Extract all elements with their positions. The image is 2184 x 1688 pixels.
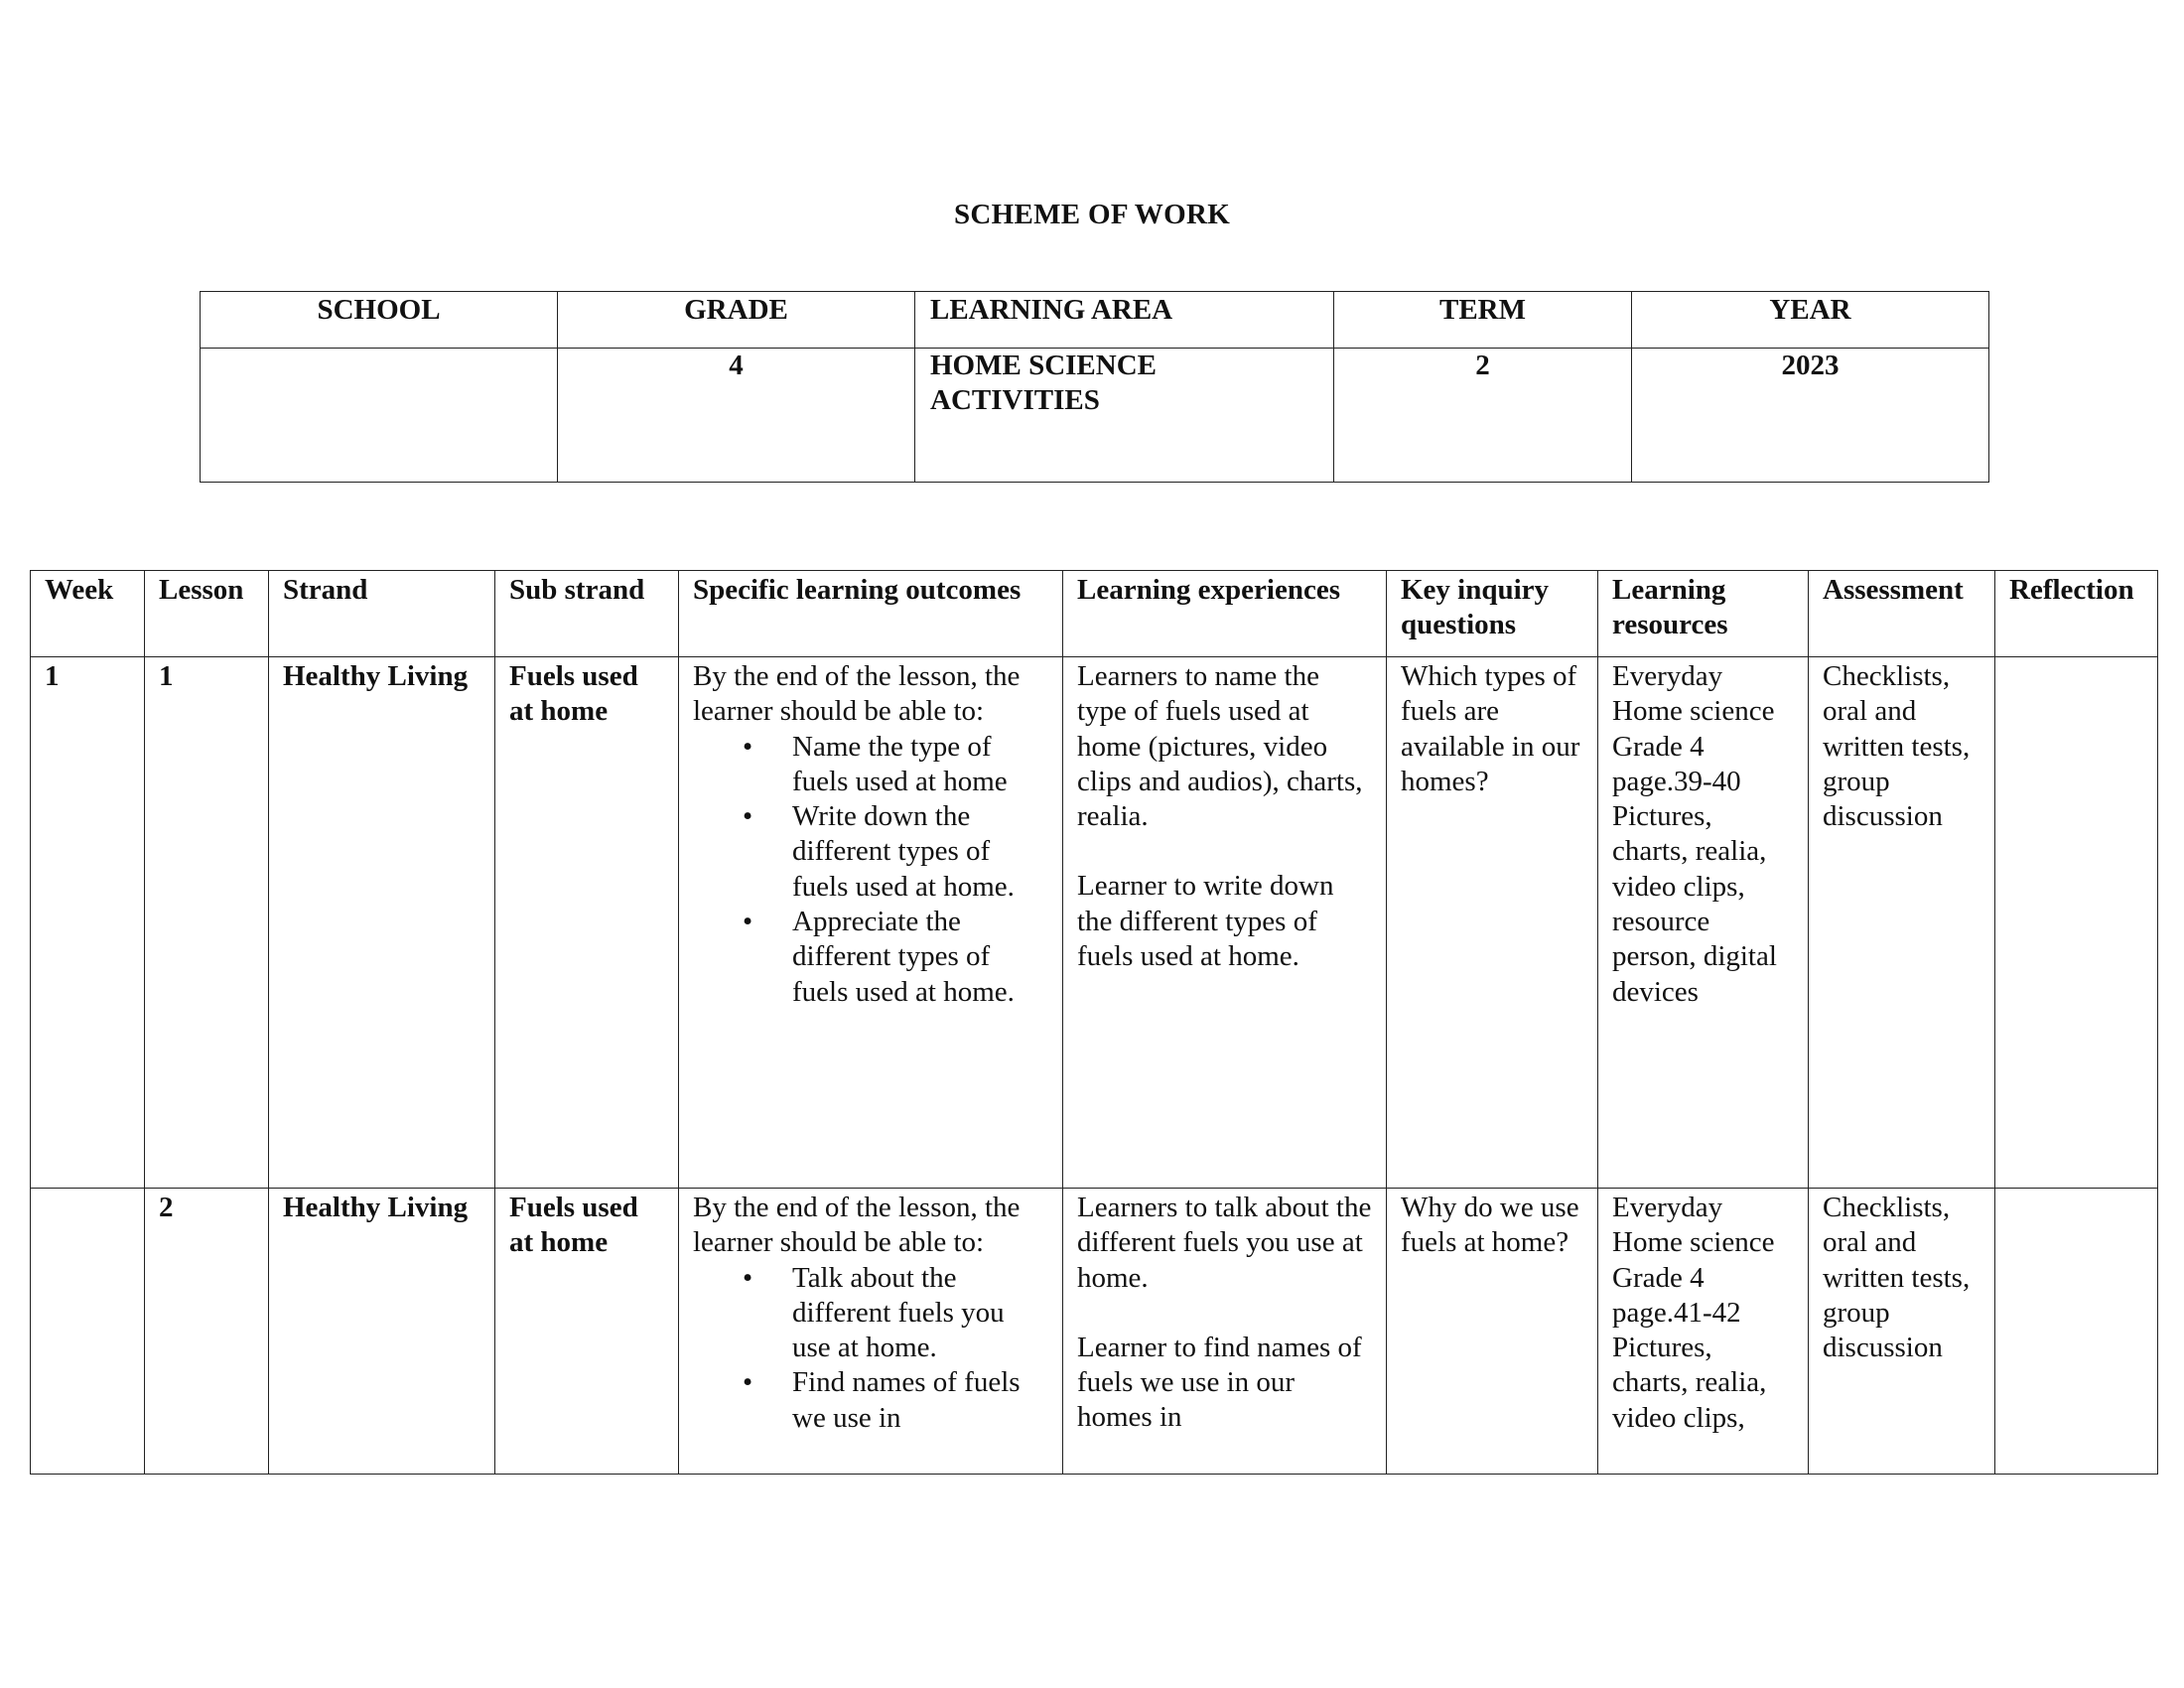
experience-paragraph: Learners to name the type of fuels used at home (pictures, video clips and audios), charts, realia.: [1077, 660, 1363, 833]
lesson-cell: 1: [145, 657, 269, 1189]
outcomes-list: [693, 1261, 1048, 1436]
outcome-item: • Name the type of fuels used at home: [792, 730, 1048, 800]
header-strand: Strand: [269, 571, 495, 657]
key-question-cell: Why do we use fuels at home?: [1387, 1189, 1598, 1475]
info-term-value: 2: [1334, 349, 1632, 483]
resources-cell: Everyday Home science Grade 4 page.39-40 Pictures, charts, realia, video clips, resource person, digital devices: [1598, 657, 1809, 1189]
week-cell: [31, 1189, 145, 1475]
experiences-cell: [1063, 1189, 1387, 1475]
outcome-item: • Write down the different types of fuels used at home.: [792, 799, 1048, 905]
info-header-grade: GRADE: [558, 292, 915, 349]
outcomes-cell: [679, 657, 1063, 1189]
header-lesson: Lesson: [145, 571, 269, 657]
outcome-item: • Find names of fuels we use in: [792, 1365, 1048, 1436]
resources-cell: Everyday Home science Grade 4 page.41-42 Pictures, charts, realia, video clips,: [1598, 1189, 1809, 1475]
week-cell: 1: [31, 657, 145, 1189]
info-grade-value: 4: [558, 349, 915, 483]
header-experiences: Learning experiences: [1063, 571, 1387, 657]
header-assessment: Assessment: [1809, 571, 1995, 657]
scheme-header-row: [31, 571, 2158, 657]
table-row: [31, 1189, 2158, 1475]
info-learning-area-value: HOME SCIENCE ACTIVITIES: [915, 349, 1334, 483]
header-outcomes: Specific learning outcomes: [679, 571, 1063, 657]
paragraph-gap: [1077, 1296, 1372, 1331]
outcomes-cell: [679, 1189, 1063, 1475]
info-value-row: [201, 349, 1989, 483]
experiences-cell: [1063, 657, 1387, 1189]
paragraph-gap: [1077, 834, 1372, 869]
header-week: Week: [31, 571, 145, 657]
assessment-cell: Checklists, oral and written tests, group discussion: [1809, 657, 1995, 1189]
info-header-learning-area: LEARNING AREA: [915, 292, 1334, 349]
sub-strand-cell: Fuels used at home: [495, 657, 679, 1189]
outcomes-list: [693, 730, 1048, 1010]
strand-cell: Healthy Living: [269, 1189, 495, 1475]
header-sub-strand: Sub strand: [495, 571, 679, 657]
info-year-value: 2023: [1632, 349, 1989, 483]
header-resources: Learning resources: [1598, 571, 1809, 657]
info-table: [200, 291, 1989, 483]
outcome-item: • Appreciate the different types of fuels used at home.: [792, 905, 1048, 1010]
scheme-table: [30, 570, 2158, 1475]
experience-paragraph: Learners to talk about the different fuels you use at home.: [1077, 1192, 1372, 1294]
key-question-cell: Which types of fuels are available in our homes?: [1387, 657, 1598, 1189]
outcomes-intro: By the end of the lesson, the learner should be able to:: [693, 1192, 1021, 1259]
experience-paragraph: Learner to write down the different types of fuels used at home.: [1077, 870, 1334, 973]
info-header-term: TERM: [1334, 292, 1632, 349]
info-header-school: SCHOOL: [201, 292, 558, 349]
reflection-cell: [1995, 1189, 2158, 1475]
info-header-year: YEAR: [1632, 292, 1989, 349]
strand-cell: Healthy Living: [269, 657, 495, 1189]
info-header-row: [201, 292, 1989, 349]
lesson-cell: 2: [145, 1189, 269, 1475]
table-row: [31, 657, 2158, 1189]
page-title: SCHEME OF WORK: [953, 199, 1231, 230]
assessment-cell: Checklists, oral and written tests, group discussion: [1809, 1189, 1995, 1475]
header-reflection: Reflection: [1995, 571, 2158, 657]
reflection-cell: [1995, 657, 2158, 1189]
outcome-item: • Talk about the different fuels you use at home.: [792, 1261, 1048, 1366]
sub-strand-cell: Fuels used at home: [495, 1189, 679, 1475]
experience-paragraph: Learner to find names of fuels we use in our homes in: [1077, 1331, 1362, 1434]
header-key-questions: Key inquiry questions: [1387, 571, 1598, 657]
info-school-value: [201, 349, 558, 483]
outcomes-intro: By the end of the lesson, the learner should be able to:: [693, 660, 1021, 728]
